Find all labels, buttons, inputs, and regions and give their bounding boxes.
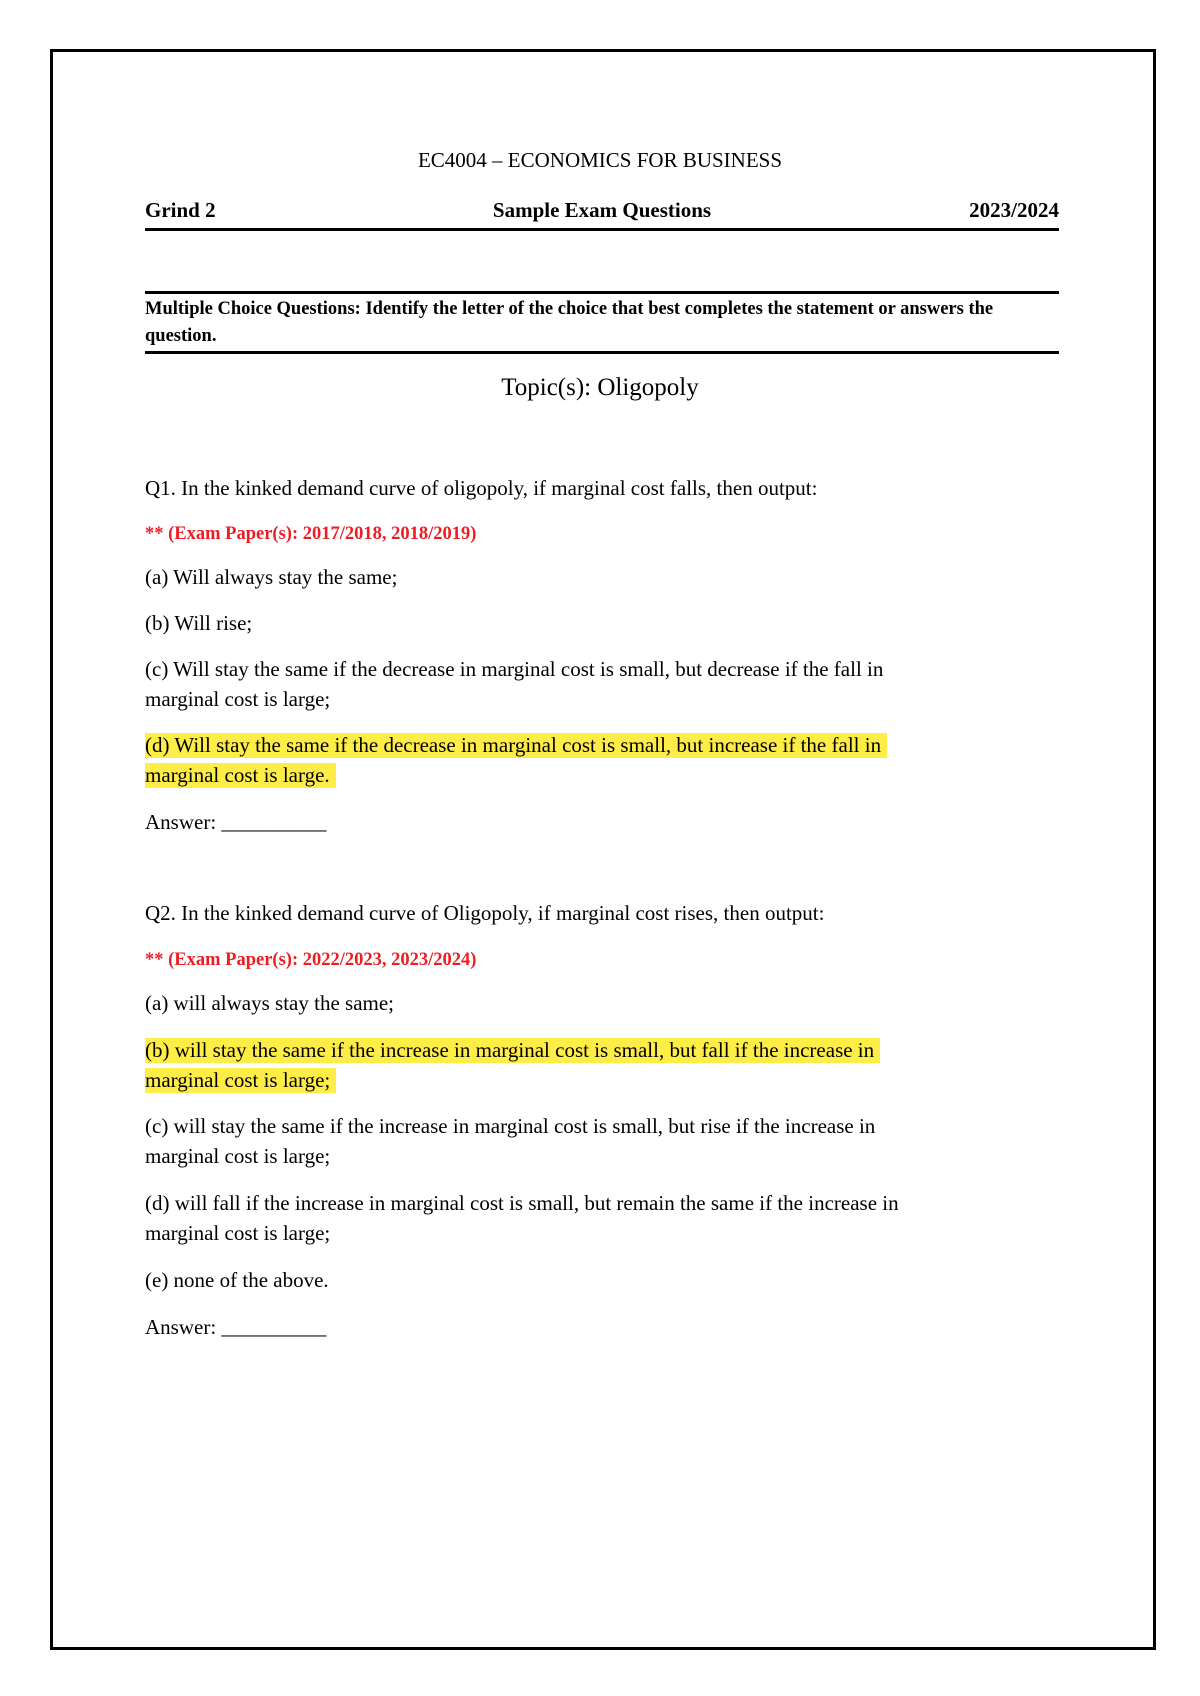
question-2-answer-blank: Answer: __________	[145, 1315, 327, 1339]
option-line: (b) Will rise;	[145, 611, 253, 635]
question-2-option-d	[145, 1188, 1065, 1248]
option-line-highlighted: (b) will stay the same if the increase in marginal cost is small, but fall if the increase in	[145, 1038, 880, 1063]
option-line: marginal cost is large;	[145, 687, 331, 711]
question-2-text: Q2. In the kinked demand curve of Oligopoly, if marginal cost rises, then output:	[145, 901, 825, 925]
instructions-top-rule	[145, 291, 1059, 294]
course-title: EC4004 – ECONOMICS FOR BUSINESS	[417, 148, 783, 172]
option-line-highlighted: (d) Will stay the same if the decrease in marginal cost is small, but increase if the fall in	[145, 733, 887, 758]
header-row	[145, 196, 1059, 228]
header-grind: Grind 2	[145, 198, 216, 222]
question-1-answer-blank: Answer: __________	[145, 810, 327, 834]
header-subtitle: Sample Exam Questions	[492, 198, 712, 222]
header-divider	[145, 228, 1059, 231]
question-1-option-d-highlighted	[145, 730, 1065, 790]
instructions: Multiple Choice Questions: Identify the letter of the choice that best completes the statement or answers the question.	[145, 299, 994, 346]
question-2-option-b-highlighted	[145, 1035, 1065, 1095]
option-line: (c) Will stay the same if the decrease in marginal cost is small, but decrease if the fall in	[145, 657, 884, 681]
option-line: (a) will always stay the same;	[145, 991, 395, 1015]
question-1-option-a	[145, 562, 1065, 592]
question-2-exam-ref: ** (Exam Paper(s): 2022/2023, 2023/2024)	[145, 950, 477, 970]
option-line-highlighted: marginal cost is large.	[145, 763, 336, 788]
option-line: (a) Will always stay the same;	[145, 565, 398, 589]
question-2-option-e	[145, 1265, 1065, 1295]
option-line: (d) will fall if the increase in marginal cost is small, but remain the same if the increase in	[145, 1191, 899, 1215]
option-line: (c) will stay the same if the increase in marginal cost is small, but rise if the increase in	[145, 1114, 876, 1138]
instructions-bottom-rule	[145, 351, 1059, 354]
question-2-option-a	[145, 988, 1065, 1018]
question-1-text: Q1. In the kinked demand curve of oligopoly, if marginal cost falls, then output:	[145, 476, 818, 500]
option-line: marginal cost is large;	[145, 1221, 331, 1245]
question-1-exam-ref: ** (Exam Paper(s): 2017/2018, 2018/2019)	[145, 524, 477, 544]
page-border	[50, 49, 1156, 1650]
option-line: marginal cost is large;	[145, 1144, 331, 1168]
header-year: 2023/2024	[969, 198, 1059, 222]
option-line-highlighted: marginal cost is large;	[145, 1068, 336, 1093]
question-1-option-b	[145, 608, 1065, 638]
question-1-option-c	[145, 654, 1065, 714]
option-line: (e) none of the above.	[145, 1268, 329, 1292]
topic-heading: Topic(s): Oligopoly	[501, 374, 699, 401]
question-2-option-c	[145, 1111, 1065, 1171]
